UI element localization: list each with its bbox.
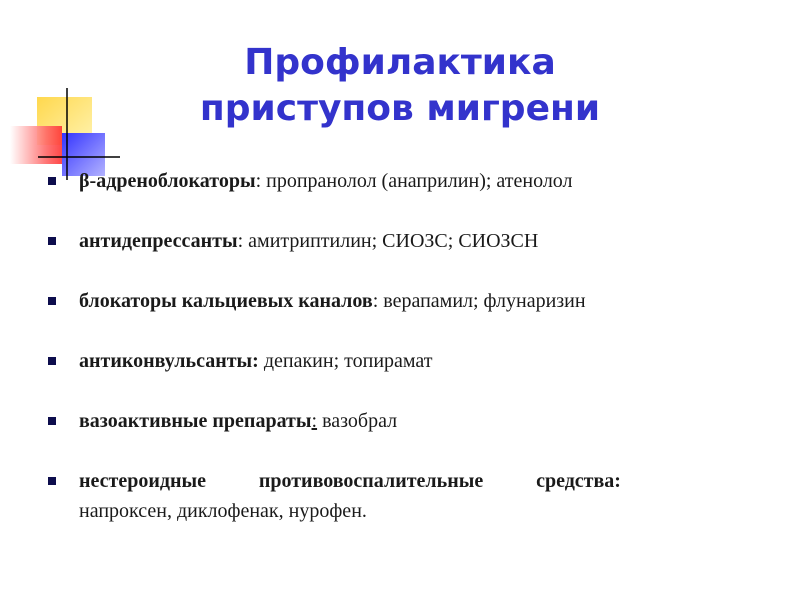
item-term: β-адреноблокаторы (79, 170, 256, 192)
item-text: депакин; топирамат (258, 350, 433, 372)
item-text: пропранолол (анаприлин); атенолол (261, 170, 573, 192)
item-text: напроксен, диклофенак, нурофен. (79, 500, 367, 522)
list-item (48, 346, 768, 376)
list-item (48, 286, 768, 316)
drug-list (48, 166, 768, 526)
item-term: вазоактивные препараты (79, 410, 312, 432)
term-word: нестероидные (79, 470, 207, 492)
item-text: вазобрал (317, 410, 398, 432)
decorative-squares (0, 0, 120, 180)
bullet-square (48, 297, 56, 305)
slide-title (150, 40, 650, 132)
item-separator: : (372, 290, 379, 312)
item-term (79, 466, 621, 496)
list-item (48, 226, 768, 256)
list-item (48, 406, 768, 436)
bullet-square (48, 477, 56, 485)
item-separator: : (255, 170, 262, 192)
bullet-square (48, 237, 56, 245)
list-item (48, 166, 768, 196)
item-term: блокаторы кальциевых каналов (79, 290, 373, 312)
red-square (10, 126, 62, 164)
bullet-square (48, 177, 56, 185)
term-word: средства: (536, 470, 621, 492)
term-word: противовоспалительные (258, 470, 484, 492)
item-separator: : (237, 230, 244, 252)
item-term: антидепрессанты (79, 230, 238, 252)
item-separator: : (311, 410, 318, 432)
item-text: верапамил; флунаризин (378, 290, 586, 312)
title-line-1: Профилактика (244, 42, 556, 83)
list-item (48, 466, 768, 526)
title-line-2: приступов мигрени (199, 88, 601, 129)
bullet-square (48, 357, 56, 365)
item-term: антиконвульсанты: (79, 350, 259, 372)
bullet-square (48, 417, 56, 425)
item-text: амитриптилин; СИОЗС; СИОЗСН (243, 230, 539, 252)
